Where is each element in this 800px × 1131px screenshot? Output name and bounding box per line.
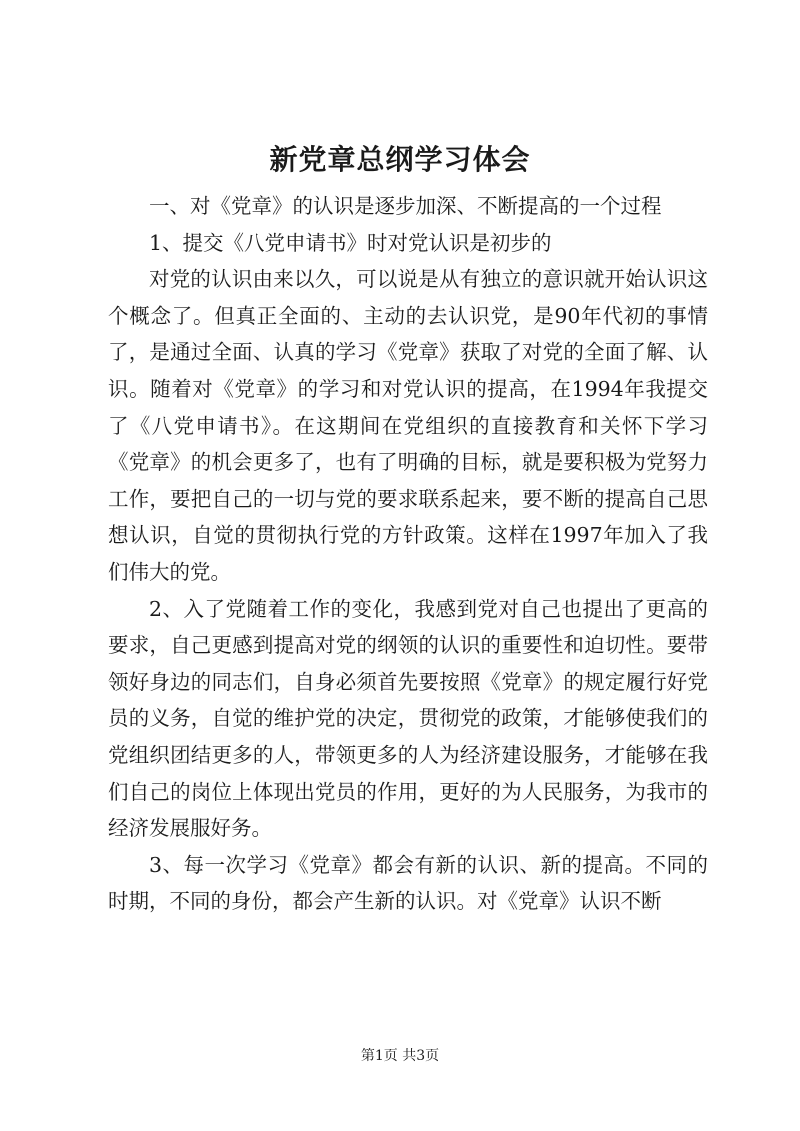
body-paragraph: 2、入了党随着工作的变化，我感到党对自己也提出了更高的要求，自己更感到提高对党的纲领的认识的重要性和迫切性。要带领好身边的同志们，自身必须首先要按照《党章》的规定履行好党员的义务，自觉的维护党的决定，贯彻党的政策，才能够使我们的党组织团结更多的人，带领更多的人为经济建设服务，才能够在我们自己的岗位上体现出党员的作用，更好的为人民服务，为我市的经济发展服好务。 (108, 596, 708, 841)
document-title: 新党章总纲学习体会 (269, 143, 531, 176)
page-number-footer: 第1页 共3页 (360, 1048, 440, 1064)
body-paragraph: 3、每一次学习《党章》都会有新的认识、新的提高。不同的时期，不同的身份，都会产生新的认识。对《党章》认识不断 (108, 852, 708, 914)
body-paragraph: 对党的认识由来以久，可以说是从有独立的意识就开始认识这个概念了。但真正全面的、主动的去认识党，是90年代初的事情了，是通过全面、认真的学习《党章》获取了对党的全面了解、认识。随着对《党章》的学习和对党认识的提高，在1994年我提交了《八党申请书》。在这期间在党组织的直接教育和关怀下学习《党章》的机会更多了，也有了明确的目标，就是要积极为党努力工作，要把自己的一切与党的要求联系起来，要不断的提高自己思想认识，自觉的贯彻执行党的方针政策。这样在1997年加入了我们伟大的党。 (108, 267, 708, 584)
subsection-heading: 1、提交《八党申请书》时对党认识是初步的 (149, 230, 552, 255)
section-heading: 一、对《党章》的认识是逐步加深、不断提高的一个过程 (149, 194, 662, 218)
document-body (108, 188, 708, 920)
